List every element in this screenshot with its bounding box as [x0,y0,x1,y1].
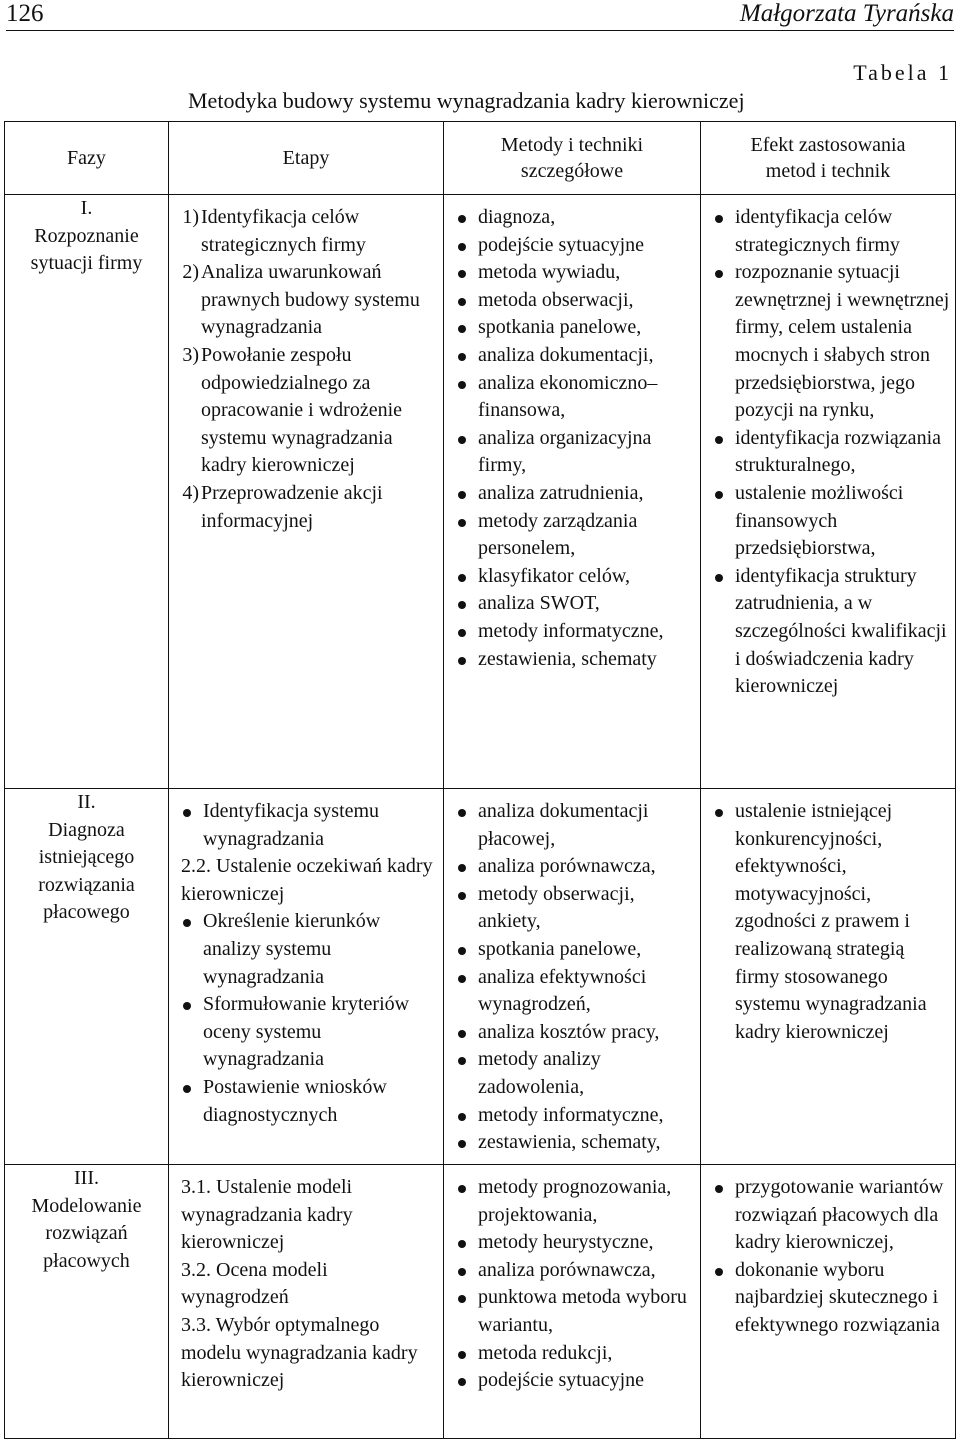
list-item: analiza porównawcza, [456,1257,696,1285]
list-item: 3.2. Ocena modeli wynagrodzeń [181,1258,328,1309]
methodology-table [4,121,956,1439]
phase-number: I. [80,197,93,219]
list-item: identyfikacja rozwiązania strukturalnego, [713,425,951,480]
column-header-etapy: Etapy [169,122,444,195]
list-item: metoda obserwacji, [456,287,696,315]
list-item: Postawienie wniosków diagnostycznych [181,1074,439,1129]
phase-name-line: płacowego [43,901,130,924]
list-item: metody prognozowania, projektowania, [456,1174,696,1229]
list-item: analiza ekonomiczno– finansowa, [456,370,696,425]
list-item: Identyfikacja systemu wynagradzania [181,798,439,853]
list-item: ustalenie istniejącej konkurencyjności, efektywności, motywacyjności, zgodności z prawem i realizowaną strategią firmy stosowanego systemu wynagradzania kadry kierowniczej [713,798,951,1046]
phase-name-line: Diagnoza [48,818,125,841]
stages-cell [169,1165,444,1439]
list-item: analiza SWOT, [456,590,696,618]
list-item: metoda redukcji, [456,1340,696,1368]
page-number: 126 [6,0,44,27]
list-item: analiza organizacyjna firmy, [456,425,696,480]
table-row [5,1165,956,1439]
list-item: punktowa metoda wyboru wariantu, [456,1284,696,1339]
list-item: przygotowanie wariantów rozwiązań płacowych dla kadry kierowniczej, [713,1174,951,1257]
list-item: 2.2. Ustalenie oczekiwań kadry kierowniczej [181,855,433,905]
running-head-author: Małgorzata Tyrańska [739,0,954,27]
list-item: 1) Identyfikacja celów strategicznych firmy [182,206,366,256]
list-item: dokonanie wyboru najbardziej skutecznego i efektywnego rozwiązania [713,1257,951,1340]
effects-cell [701,1165,956,1439]
table-title: Metodyka budowy systemu wynagradzania kadry kierowniczej [188,88,745,113]
list-item: spotkania panelowe, [456,314,696,342]
list-item: klasyfikator celów, [456,563,696,591]
list-item: metody analizy zadowolenia, [456,1046,696,1101]
methods-cell [444,195,701,789]
column-header-fazy: Fazy [5,122,169,195]
column-header-metody: Metody i techniki szczegółowe [444,122,701,195]
list-item: podejście sytuacyjne [456,232,696,260]
list-item: metody heurystyczne, [456,1229,696,1257]
list-item: podejście sytuacyjne [456,1367,696,1395]
header-rule [6,30,954,31]
list-item: analiza kosztów pracy, [456,1019,696,1047]
methods-cell [444,789,701,1165]
methods-cell [444,1165,701,1439]
phase-name-line: istniejącego [38,846,135,869]
list-item: analiza dokumentacji, [456,342,696,370]
list-item: 2) Analiza uwarunkowań prawnych budowy systemu wynagradzania [182,261,420,339]
list-item: Sformułowanie kryteriów oceny systemu wynagradzania [181,991,439,1074]
list-item: 3.3. Wybór optymalnego modelu wynagradzania kadry kierowniczej [181,1313,418,1392]
list-item: zestawienia, schematy [456,646,696,674]
table-row [5,789,956,1165]
phase-name-line: Modelowanie [31,1194,142,1217]
phase-number: III. [74,1167,99,1189]
list-item: analiza porównawcza, [456,853,696,881]
list-item: zestawienia, schematy, [456,1129,696,1157]
column-header-efekt: Efekt zastosowania metod i technik [701,122,956,195]
list-item: Określenie kierunków analizy systemu wynagradzania [181,908,439,991]
table-row [5,195,956,789]
list-item: analiza zatrudnienia, [456,480,696,508]
phase-cell [5,195,169,789]
list-item: rozpoznanie sytuacji zewnętrznej i wewnętrznej firmy, celem ustalenia mocnych i słabych stron przedsiębiorstwa, jego pozycji na rynku, [713,259,951,425]
list-item: diagnoza, [456,204,696,232]
stages-cell [169,789,444,1165]
phase-number: II. [77,791,96,813]
phase-cell [5,1165,169,1439]
list-item: analiza efektywności wynagrodzeń, [456,964,696,1019]
list-item: metody zarządzania personelem, [456,508,696,563]
list-item: identyfikacja celów strategicznych firmy [713,204,951,259]
effects-cell [701,195,956,789]
phase-cell [5,789,169,1165]
list-item: metoda wywiadu, [456,259,696,287]
phase-name-line: rozwiązania [38,873,135,896]
list-item: ustalenie możliwości finansowych przedsiębiorstwa, [713,480,951,563]
list-item: 3.1. Ustalenie modeli wynagradzania kadry kierowniczej [181,1176,353,1254]
phase-name-line: rozwiązań [45,1222,128,1245]
list-item: 3) Powołanie zespołu odpowiedzialnego za opracowanie i wdrożenie systemu wynagradzania kadry kierowniczej [182,343,403,477]
table-label: Tabela 1 [853,60,952,85]
list-item: spotkania panelowe, [456,936,696,964]
list-item: analiza dokumentacji płacowej, [456,798,696,853]
stages-cell [169,195,444,789]
phase-name-line: Rozpoznanie [34,224,139,247]
list-item: metody informatyczne, [456,618,696,646]
effects-cell [701,789,956,1165]
phase-name-line: płacowych [43,1249,130,1272]
list-item: metody informatyczne, [456,1102,696,1130]
list-item: metody obserwacji, ankiety, [456,881,696,936]
table-header-row [5,122,956,195]
phase-name-line: sytuacji firmy [30,252,143,275]
list-item: identyfikacja struktury zatrudnienia, a w szczególności kwalifikacji i doświadczenia kadry kierowniczej [713,563,951,701]
list-item: 4) Przeprowadzenie akcji informacyjnej [182,481,383,532]
